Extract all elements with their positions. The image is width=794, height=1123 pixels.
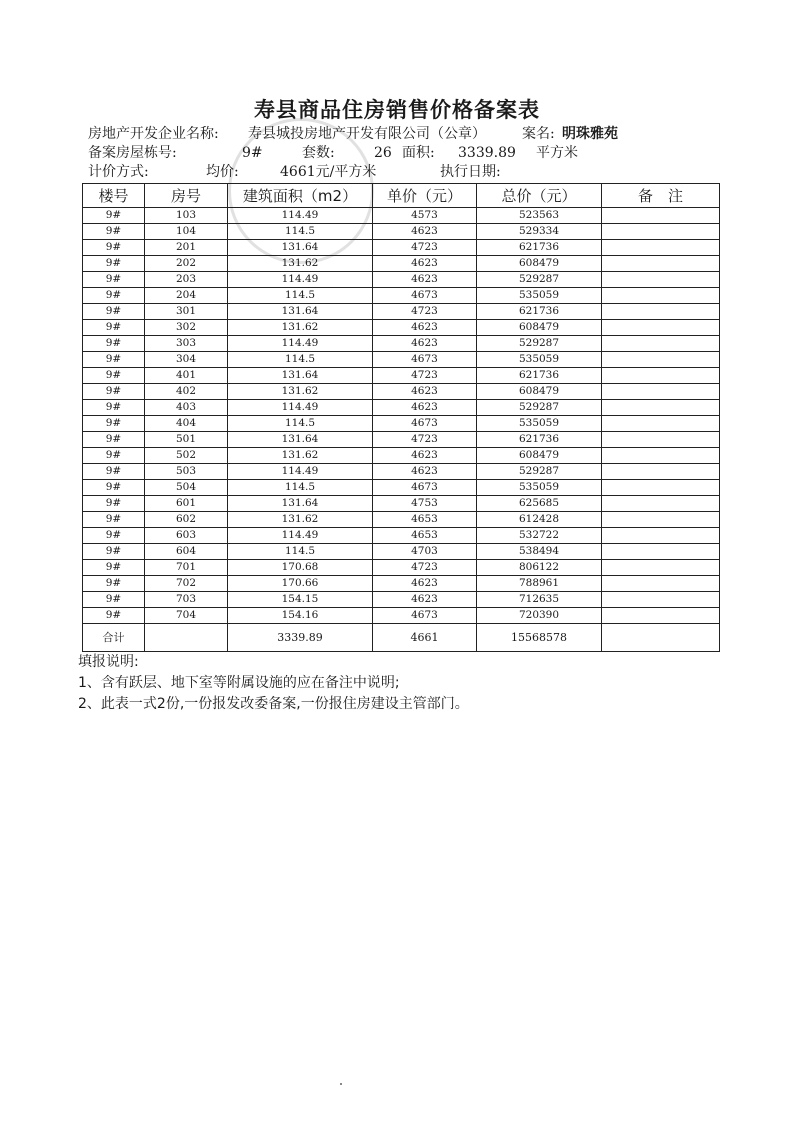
cell-room: 504 (145, 480, 228, 496)
table-row (83, 272, 720, 288)
cell-room: 203 (145, 272, 228, 288)
cell-total-price: 523563 (477, 208, 602, 224)
cell-total-price: 608479 (477, 320, 602, 336)
cell-room: 104 (145, 224, 228, 240)
cell-unit-price: 4623 (373, 400, 477, 416)
table-row (83, 304, 720, 320)
table-row (83, 496, 720, 512)
cell-total-price: 538494 (477, 544, 602, 560)
table-row (83, 416, 720, 432)
cell-building: 9# (83, 288, 145, 304)
cell-remarks (602, 432, 720, 448)
table-row (83, 208, 720, 224)
header-total-price: 总价（元） (477, 184, 602, 208)
cell-building: 9# (83, 480, 145, 496)
cell-remarks (602, 288, 720, 304)
cell-building: 9# (83, 304, 145, 320)
cell-building: 9# (83, 576, 145, 592)
cell-room: 701 (145, 560, 228, 576)
cell-area: 114.49 (228, 336, 373, 352)
cell-room: 202 (145, 256, 228, 272)
cell-area: 170.66 (228, 576, 373, 592)
cell-building: 9# (83, 496, 145, 512)
table-row (83, 352, 720, 368)
cell-building: 9# (83, 256, 145, 272)
cell-total-price: 532722 (477, 528, 602, 544)
document-title: 寿县商品住房销售价格备案表 (254, 98, 540, 122)
cell-remarks (602, 576, 720, 592)
cell-area: 114.49 (228, 400, 373, 416)
table-row (83, 384, 720, 400)
cell-unit-price: 4623 (373, 256, 477, 272)
cell-remarks (602, 448, 720, 464)
header-remarks: 备 注 (602, 184, 720, 208)
cell-building: 9# (83, 400, 145, 416)
cell-unit-price: 4623 (373, 272, 477, 288)
total-cell-total-price: 15568578 (477, 624, 602, 652)
cell-unit-price: 4573 (373, 208, 477, 224)
cell-remarks (602, 256, 720, 272)
cell-room: 402 (145, 384, 228, 400)
header-area: 建筑面积（m2） (228, 184, 373, 208)
cell-room: 603 (145, 528, 228, 544)
average-price-value: 4661元/平方米 (280, 164, 377, 180)
cell-total-price: 535059 (477, 416, 602, 432)
cell-building: 9# (83, 208, 145, 224)
cell-room: 604 (145, 544, 228, 560)
cell-building: 9# (83, 464, 145, 480)
cell-remarks (602, 304, 720, 320)
cell-room: 602 (145, 512, 228, 528)
cell-area: 114.49 (228, 208, 373, 224)
cell-room: 502 (145, 448, 228, 464)
cell-area: 114.49 (228, 528, 373, 544)
cell-room: 703 (145, 592, 228, 608)
cell-remarks (602, 208, 720, 224)
pricing-method-label: 计价方式: (88, 164, 149, 180)
area-unit: 平方米 (536, 145, 578, 161)
cell-unit-price: 4673 (373, 288, 477, 304)
cell-total-price: 612428 (477, 512, 602, 528)
cell-total-price: 529334 (477, 224, 602, 240)
total-cell-room (145, 624, 228, 652)
table-row (83, 432, 720, 448)
cell-total-price: 608479 (477, 256, 602, 272)
table-row (83, 336, 720, 352)
cell-building: 9# (83, 448, 145, 464)
cell-area: 131.62 (228, 512, 373, 528)
total-cell-unit-price: 4661 (373, 624, 477, 652)
cell-remarks (602, 368, 720, 384)
cell-unit-price: 4673 (373, 608, 477, 624)
project-name: 明珠雅苑 (562, 126, 618, 142)
cell-unit-price: 4623 (373, 336, 477, 352)
cell-area: 131.64 (228, 240, 373, 256)
table-row (83, 576, 720, 592)
table-row (83, 448, 720, 464)
cell-room: 304 (145, 352, 228, 368)
cell-remarks (602, 496, 720, 512)
cell-remarks (602, 480, 720, 496)
cell-area: 131.64 (228, 368, 373, 384)
cell-area: 131.62 (228, 384, 373, 400)
cell-room: 702 (145, 576, 228, 592)
table-row (83, 560, 720, 576)
cell-area: 114.5 (228, 288, 373, 304)
cell-unit-price: 4753 (373, 496, 477, 512)
cell-remarks (602, 352, 720, 368)
cell-unit-price: 4623 (373, 576, 477, 592)
cell-building: 9# (83, 224, 145, 240)
table-row (83, 240, 720, 256)
cell-total-price: 625685 (477, 496, 602, 512)
cell-remarks (602, 384, 720, 400)
table-row (83, 608, 720, 624)
cell-building: 9# (83, 528, 145, 544)
scan-speck (340, 1083, 342, 1085)
cell-total-price: 788961 (477, 576, 602, 592)
cell-remarks (602, 560, 720, 576)
developer-label: 房地产开发企业名称: (88, 126, 219, 142)
cell-room: 404 (145, 416, 228, 432)
cell-area: 114.49 (228, 272, 373, 288)
area-label: 面积: (402, 145, 435, 161)
cell-building: 9# (83, 384, 145, 400)
cell-unit-price: 4623 (373, 320, 477, 336)
cell-remarks (602, 512, 720, 528)
cell-unit-price: 4723 (373, 368, 477, 384)
table-header-row (83, 184, 720, 208)
cell-building: 9# (83, 416, 145, 432)
cell-room: 302 (145, 320, 228, 336)
table-row (83, 224, 720, 240)
cell-total-price: 621736 (477, 368, 602, 384)
cell-total-price: 621736 (477, 432, 602, 448)
cell-total-price: 608479 (477, 448, 602, 464)
cell-building: 9# (83, 240, 145, 256)
cell-remarks (602, 224, 720, 240)
cell-area: 131.64 (228, 432, 373, 448)
cell-unit-price: 4723 (373, 304, 477, 320)
table-row (83, 464, 720, 480)
cell-remarks (602, 240, 720, 256)
cell-building: 9# (83, 320, 145, 336)
cell-room: 401 (145, 368, 228, 384)
execution-date-label: 执行日期: (440, 164, 501, 180)
cell-unit-price: 4623 (373, 592, 477, 608)
cell-area: 114.5 (228, 224, 373, 240)
cell-unit-price: 4673 (373, 480, 477, 496)
cell-remarks (602, 336, 720, 352)
cell-unit-price: 4623 (373, 464, 477, 480)
cell-room: 501 (145, 432, 228, 448)
cell-area: 114.5 (228, 416, 373, 432)
cell-room: 201 (145, 240, 228, 256)
building-value: 9# (242, 145, 263, 161)
cell-unit-price: 4623 (373, 448, 477, 464)
cell-total-price: 529287 (477, 336, 602, 352)
project-label: 案名: (522, 126, 555, 142)
table-row (83, 528, 720, 544)
cell-unit-price: 4653 (373, 528, 477, 544)
cell-unit-price: 4653 (373, 512, 477, 528)
cell-remarks (602, 464, 720, 480)
cell-unit-price: 4703 (373, 544, 477, 560)
cell-building: 9# (83, 272, 145, 288)
cell-unit-price: 4623 (373, 384, 477, 400)
cell-room: 301 (145, 304, 228, 320)
cell-total-price: 529287 (477, 464, 602, 480)
cell-room: 303 (145, 336, 228, 352)
cell-total-price: 608479 (477, 384, 602, 400)
header-unit-price: 单价（元） (373, 184, 477, 208)
units-label: 套数: (302, 145, 335, 161)
cell-remarks (602, 320, 720, 336)
table-row (83, 400, 720, 416)
note-item-2: 2、此表一式2份,一份报发改委备案,一份报住房建设主管部门。 (78, 696, 469, 712)
cell-building: 9# (83, 592, 145, 608)
cell-room: 704 (145, 608, 228, 624)
cell-total-price: 535059 (477, 288, 602, 304)
note-item-1: 1、含有跃层、地下室等附属设施的应在备注中说明; (78, 675, 400, 691)
cell-area: 131.62 (228, 256, 373, 272)
cell-room: 103 (145, 208, 228, 224)
cell-area: 154.15 (228, 592, 373, 608)
cell-unit-price: 4673 (373, 352, 477, 368)
total-cell-remarks (602, 624, 720, 652)
header-room: 房号 (145, 184, 228, 208)
cell-room: 403 (145, 400, 228, 416)
cell-area: 131.62 (228, 320, 373, 336)
table-row (83, 256, 720, 272)
cell-building: 9# (83, 608, 145, 624)
cell-total-price: 621736 (477, 240, 602, 256)
cell-unit-price: 4623 (373, 224, 477, 240)
cell-building: 9# (83, 368, 145, 384)
filling-notes (78, 652, 469, 715)
cell-area: 131.64 (228, 496, 373, 512)
table-row (83, 512, 720, 528)
cell-remarks (602, 544, 720, 560)
cell-building: 9# (83, 544, 145, 560)
cell-building: 9# (83, 512, 145, 528)
cell-total-price: 529287 (477, 400, 602, 416)
cell-remarks (602, 608, 720, 624)
average-price-label: 均价: (206, 164, 239, 180)
cell-building: 9# (83, 336, 145, 352)
cell-area: 131.64 (228, 304, 373, 320)
units-value: 26 (374, 145, 392, 161)
table-row (83, 592, 720, 608)
cell-total-price: 535059 (477, 352, 602, 368)
table-total-row (83, 624, 720, 652)
cell-area: 154.16 (228, 608, 373, 624)
cell-remarks (602, 272, 720, 288)
cell-building: 9# (83, 560, 145, 576)
cell-building: 9# (83, 352, 145, 368)
cell-total-price: 806122 (477, 560, 602, 576)
cell-unit-price: 4723 (373, 560, 477, 576)
cell-area: 114.5 (228, 352, 373, 368)
notes-heading: 填报说明: (78, 654, 139, 670)
cell-total-price: 621736 (477, 304, 602, 320)
cell-room: 503 (145, 464, 228, 480)
price-table (82, 183, 720, 652)
cell-unit-price: 4673 (373, 416, 477, 432)
table-row (83, 320, 720, 336)
header-building: 楼号 (83, 184, 145, 208)
cell-remarks (602, 400, 720, 416)
table-row (83, 480, 720, 496)
total-cell-building: 合计 (83, 624, 145, 652)
area-value: 3339.89 (458, 145, 516, 161)
cell-room: 204 (145, 288, 228, 304)
cell-remarks (602, 528, 720, 544)
cell-total-price: 529287 (477, 272, 602, 288)
cell-remarks (602, 416, 720, 432)
cell-remarks (602, 592, 720, 608)
cell-area: 114.5 (228, 480, 373, 496)
cell-total-price: 720390 (477, 608, 602, 624)
developer-value: 寿县城投房地产开发有限公司（公章） (248, 126, 486, 142)
cell-unit-price: 4723 (373, 432, 477, 448)
total-cell-area: 3339.89 (228, 624, 373, 652)
cell-building: 9# (83, 432, 145, 448)
cell-area: 114.5 (228, 544, 373, 560)
cell-room: 601 (145, 496, 228, 512)
building-label: 备案房屋栋号: (88, 145, 177, 161)
cell-area: 114.49 (228, 464, 373, 480)
cell-unit-price: 4723 (373, 240, 477, 256)
cell-total-price: 712635 (477, 592, 602, 608)
table-row (83, 368, 720, 384)
table-row (83, 288, 720, 304)
cell-total-price: 535059 (477, 480, 602, 496)
table-row (83, 544, 720, 560)
cell-area: 131.62 (228, 448, 373, 464)
cell-area: 170.68 (228, 560, 373, 576)
